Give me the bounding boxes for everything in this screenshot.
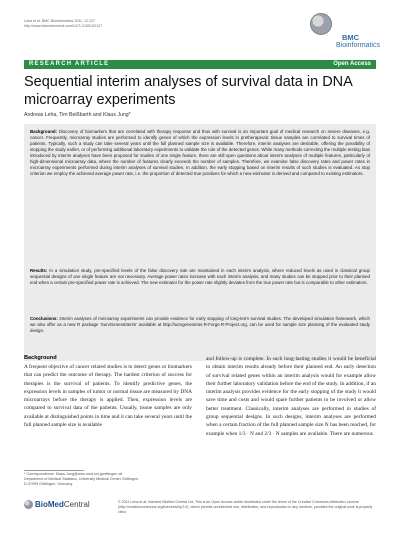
body-paragraph-left: A frequent objective of cancer related studies is to detect genes or biomarkers that can predict the outcome of therapy. The hardest criterion of success for therapies is the survival of patients. To identify predictive genes, the expression levels in samples of tumor or normal tissue are measured by DNA microarrays before the therapy is applied. Then, expression levels are compared to survival data of the patients. Usually, tissue samples are only available at distinguished points in time and it can take several years until the full planned sample size is available xyxy=(24,364,192,429)
citation-block xyxy=(24,19,274,29)
abstract-results-text: In a simulation study, pre-specified levels of the false discovery rate are maintained in each interim analysis, where reduced levels as used in classical group sequential designs of one single feature are not necessary. Average power rates increase with each interim analysis, and many studies can be stopped prior to their planned end when a certain pre-specified power rate is achieved. The new estimator for the power rate slightly deviates from the true power rate but is comparable to other estimators. xyxy=(30,268,370,286)
open-access-label: Open Access xyxy=(333,61,371,67)
affiliation-address: D-37099 Göttingen, Germany xyxy=(24,482,73,487)
logo-bmc-text: BMC xyxy=(342,33,360,42)
abstract-background-label: Background: xyxy=(30,129,58,134)
article-url-link[interactable]: http://www.biomedcentral.com/1471-2105/12/127 xyxy=(24,24,103,29)
citation-line: Leha et al. BMC Bioinformatics 2011, 12:127 xyxy=(24,19,96,23)
abstract-box xyxy=(24,124,376,361)
correspondence-email-link[interactable]: * Correspondence: Klaus.Jung@ams.med.uni-goettingen.de xyxy=(24,472,123,476)
logo-biomed-text: BioMed xyxy=(35,500,64,509)
license-text: © 2011 Leha et al; licensee BioMed Central Ltd. This is an Open Access article distributed under the terms of the Creative Commons Attribution License (http://creativecommons.org/licenses/by/2.0), which permits unrestricted use, distribution, and reproduction in any medium, provided the original work is properly cited. xyxy=(118,500,373,514)
abstract-background-text: Discovery of biomarkers that are correlated with therapy response and thus with survival is an important goal of medical research on severe diseases, e.g. cancer. Frequently, microarray studies are performed to identify genes of which the expression levels in pretherapeutic tissue samples are correlated to survival times of patients. Typically, such a study can take several years until the full planned sample size is available. Therefore, interim analyses are desirable, offering the possibility of stopping the study earlier, or of performing additional laboratory experiments to validate the role of the detected genes. While many methods correcting the multiple testing bias introduced by interim analyses have been proposed for studies of one single feature, there are still open questions about interim analyses of multiple features, particularly of high-dimensional microarray data, where the number of features clearly exceeds the number of samples. Therefore, we examine false discovery rates and power rates in microarray experiments performed during interim analyses of survival studies. In addition, the early stopping based on interim results of such studies is evaluated. As stop criterion we employ the achieved average power rate, i.e. the proportion of detected true positives for which a new estimator is derived and compared to existing estimators. xyxy=(30,129,370,177)
author-list: Andreas Leha, Tim Beißbarth and Klaus Jung* xyxy=(24,112,131,118)
body-paragraph-right: and follow-up is complete. In such long-lasting studies it would be beneficial to obtain interim results already before their planned end. An early detection of survival related genes within an interim analysis would for example allow their further laboratory validation before the end of the study. In addition, if an interim analysis provides evidence for the early stopping of the study it would save time and costs and would spare further patients to be involved or allow better treatment. Classically, interim analyses are performed in studies of group sequential designs. In such designs, interim analyses are performed when a certain fraction of the full planned sample size N has been reached, for example when 1/3 · N and 2/3 · N samples are available. There are numerous xyxy=(206,356,376,437)
bmc-bioinformatics-logo xyxy=(300,13,380,53)
logo-central-text: Central xyxy=(63,500,90,509)
biomed-globe-icon xyxy=(24,500,33,509)
biomed-central-logo xyxy=(24,500,109,514)
logo-journal-text: Bioinformatics xyxy=(336,42,380,49)
abstract-results-label: Results: xyxy=(30,268,48,273)
abstract-background xyxy=(30,129,370,177)
section-heading-background: Background xyxy=(24,355,57,361)
abstract-results xyxy=(30,268,370,286)
abstract-conclusions xyxy=(30,316,370,334)
affiliation-line: Department of Medical Statistics, University Medical Center Göttingen, xyxy=(24,477,139,482)
body-left-column xyxy=(24,355,192,429)
footnote-divider xyxy=(24,470,84,471)
bmc-globe-icon xyxy=(310,13,332,35)
correspondence-note xyxy=(24,472,192,488)
article-type-label: RESEARCH ARTICLE xyxy=(29,61,110,67)
abstract-conclusions-label: Conclusions: xyxy=(30,316,58,321)
abstract-conclusions-text: Interim analyses of microarray experiments can provide evidence for early stopping of long-term survival studies. The developed simulation framework, which we also offer as a new R package 'SurvGenesInterim' available at http://survgenesinter.R-Forge.R-Project.org, can be used for sample size planning of the evaluated study design. xyxy=(30,316,370,334)
article-title: Sequential interim analyses of survival data in DNA microarray experiments xyxy=(24,74,353,108)
body-right-column xyxy=(206,355,376,438)
article-type-banner xyxy=(24,60,376,69)
